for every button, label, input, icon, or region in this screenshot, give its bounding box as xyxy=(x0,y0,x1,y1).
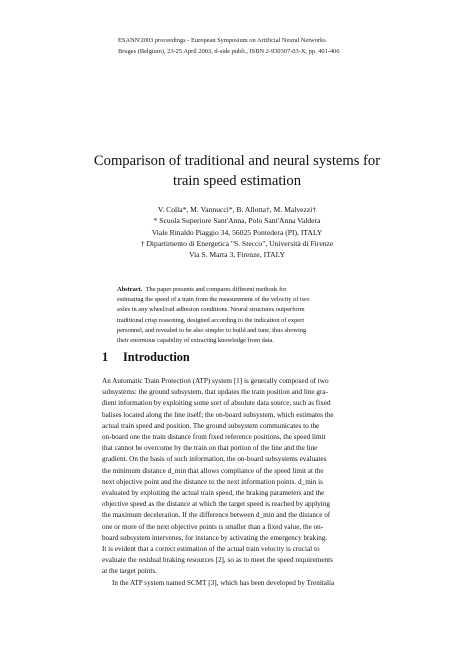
body-line: next objective point and the distance to the next information points. d_min is xyxy=(102,477,323,486)
section-heading xyxy=(102,350,190,365)
body-line: that cannot be overcome by the train on that portion of the line and the line xyxy=(102,444,318,453)
body-line: subsystems: the ground subsystem, that updates the train position and line gra- xyxy=(102,388,328,397)
body-line: one or more of the next objective points is smaller than a fixed value, the on- xyxy=(102,522,324,531)
body-text xyxy=(102,376,374,589)
body-line: board subsystem intervenes, for instance by activating the emergency braking. xyxy=(102,533,328,542)
body-line: dient information by exploiting some sort of absolute data source, such as fixed xyxy=(102,399,331,408)
body-line: on-board one the train distance from fixed reference positions, the speed limit xyxy=(102,433,326,442)
proceedings-header xyxy=(118,36,398,57)
body-line: the minimum distance d_min that allows compliance of the speed limit at the xyxy=(102,466,324,475)
body-line: evaluate the residual braking resources [2], so as to meet the speed requirements xyxy=(102,556,333,565)
header-line: ESANN'2003 proceedings - European Symposium on Artificial Neural Networks xyxy=(118,37,326,44)
abstract-line xyxy=(117,285,359,295)
body-line: In the ATP system named SCMT [3], which has been developed by Trenitalia xyxy=(112,578,335,587)
paper-title xyxy=(40,151,434,191)
affiliation-line: Viale Rinaldo Piaggio 34, 56025 Pontedera (PI), ITALY xyxy=(151,227,323,237)
abstract-text: The paper presents and compares different methods for xyxy=(145,286,287,293)
section-title: Introduction xyxy=(123,350,190,364)
header-line: Bruges (Belgium), 23-25 April 2003, d-side publi., ISBN 2-930307-03-X, pp. 401-406 xyxy=(118,47,340,55)
body-line: evaluated by exploiting the actual train speed, the braking parameters and the xyxy=(102,489,325,498)
abstract-label: Abstract. xyxy=(117,286,143,293)
body-line: actual train speed and position. The ground subsystem communicates to the xyxy=(102,421,320,430)
title-line: train speed estimation xyxy=(172,173,302,189)
author-names: V. Colla*, M. Vannucci*, B. Allotta†, M. Malvezzi† xyxy=(157,205,317,214)
abstract-line: estimating the speed of a train from the measurement of the velocity of two xyxy=(117,296,310,304)
abstract-line: traditional crisp reasoning, designed according to the indication of expert xyxy=(117,316,305,324)
body-line: at the target points. xyxy=(102,567,157,576)
author-block xyxy=(40,204,434,260)
body-line: An Automatic Train Protection (ATP) system [1] is generally composed of two xyxy=(102,377,329,385)
abstract-line: their enormous capability of extracting knowledge from data. xyxy=(117,337,274,345)
body-line: the maximum deceleration. If the difference between d_min and the distance of xyxy=(102,511,331,520)
affiliation-line: † Dipartimento di Energetica "S. Stecco", Università di Firenze xyxy=(140,238,334,248)
section-number: 1 xyxy=(102,350,109,364)
affiliation-line: * Scuola Superiore Sant'Anna, Polo Sant'Anna Valdera xyxy=(153,216,321,226)
affiliation-line: Via S. Marta 3, Firenze, ITALY xyxy=(188,250,286,260)
body-line: gradient. On the basis of such information, the on-board subsystems evaluates xyxy=(102,455,327,464)
title-line: Comparison of traditional and neural systems for xyxy=(93,153,381,169)
body-line: It is evident that a correct estimation of the actual train velocity is crucial to xyxy=(102,545,320,554)
abstract-line: axles in any wheel/rail adhesion conditions. Neural structures outperform xyxy=(117,306,305,314)
body-line: balises located along the line itself; the on-board subsystem, which estimates the xyxy=(102,410,334,419)
abstract-line: personnel, and revealed to be also simpler to build and tune, thus showing xyxy=(117,326,307,334)
abstract xyxy=(117,285,359,346)
body-line: objective speed as the distance at which the target speed is reached by applying xyxy=(102,500,330,509)
